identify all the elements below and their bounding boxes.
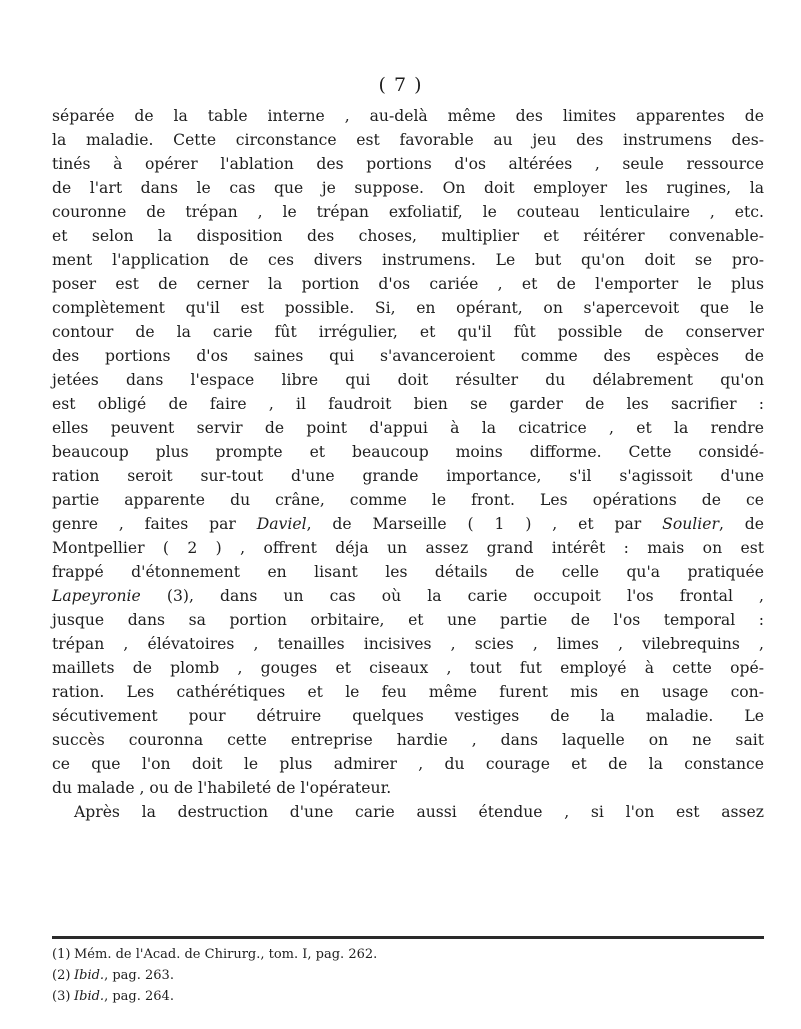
text-line: complètement qu'il est possible. Si, en opérant, on s'apercevoit que le [52,299,764,317]
text-line: ration seroit sur-tout d'une grande importance, s'il s'agissoit d'une [52,467,764,485]
text-fragment: , de Marseille ( 1 ) , et par [306,515,663,533]
footnote-number: (3) [52,989,71,1004]
text-line: elles peuvent servir de point d'appui à la cicatrice , et la rendre [52,419,764,437]
text-line: partie apparente du crâne, comme le front. Les opérations de ce [52,491,764,509]
footnote [52,986,764,1007]
text-line: ment l'application de ces divers instrumens. Le but qu'on doit se pro- [52,251,764,269]
text-line: poser est de cerner la portion d'os cariée , et de l'emporter le plus [52,275,764,293]
text-line: ration. Les cathérétiques et le feu même furent mis en usage con- [52,683,764,701]
footnote [52,965,764,986]
text-line: est obligé de faire , il faudroit bien se garder de les sacrifier : [52,395,764,413]
text-line: jusque dans sa portion orbitaire, et une partie de l'os temporal : [52,611,764,629]
text-line: séparée de la table interne , au-delà même des limites apparentes de [52,107,764,125]
footnote-number: (2) [52,968,71,983]
text-line: trépan , élévatoires , tenailles incisives , scies , limes , vilebrequins , [52,635,764,653]
text-line-with-name [52,584,764,608]
footnote-text: , pag. 264. [104,989,174,1004]
text-line: beaucoup plus prompte et beaucoup moins difforme. Cette considé- [52,443,764,461]
footnote [52,944,764,965]
text-line: maillets de plomb , gouges et ciseaux , tout fut employé à cette opé- [52,659,764,677]
text-line: jetées dans l'espace libre qui doit résulter du délabrement qu'on [52,371,764,389]
footnote-number: (1) [52,947,71,962]
text-line: Montpellier ( 2 ) , offrent déja un assez grand intérêt : mais on est [52,539,764,557]
text-fragment: , de [718,515,764,533]
page-number: ( 7 ) [378,74,423,96]
text-line-with-names [52,512,764,536]
body-text [52,104,764,824]
text-line: Après la destruction d'une carie aussi étendue , si l'on est assez [74,803,764,821]
text-line: sécutivement pour détruire quelques vestiges de la maladie. Le [52,707,764,725]
author-name-soulier: Soulier [662,515,719,533]
text-line: contour de la carie fût irrégulier, et qu'il fût possible de conserver [52,323,764,341]
footnote-ibid: Ibid. [74,989,105,1004]
footnote-ibid: Ibid. [74,968,105,983]
text-line: tinés à opérer l'ablation des portions d'os altérées , seule ressource [52,155,764,173]
footnote-divider [52,936,764,939]
text-line: de l'art dans le cas que je suppose. On doit employer les rugines, la [52,179,764,197]
footnote-text: Mém. de l'Acad. de Chirurg., tom. I, pag. 262. [74,947,378,962]
text-line: des portions d'os saines qui s'avanceroient comme des espèces de [52,347,764,365]
text-line: du malade , ou de l'habileté de l'opérateur. [52,779,392,797]
text-fragment: (3), dans un cas où la carie occupoit l'os frontal , [140,587,764,605]
text-line: succès couronna cette entreprise hardie , dans laquelle on ne sait [52,731,764,749]
text-line: frappé d'étonnement en lisant les détails de celle qu'a pratiquée [52,563,764,581]
text-fragment: genre , faites par [52,515,257,533]
text-line: ce que l'on doit le plus admirer , du courage et de la constance [52,755,764,773]
footnote-text: , pag. 263. [104,968,174,983]
author-name-lapeyronie: Lapeyronie [52,587,141,605]
text-line: couronne de trépan , le trépan exfoliatif, le couteau lenticulaire , etc. [52,203,764,221]
text-line: et selon la disposition des choses, multiplier et réitérer convenable- [52,227,764,245]
author-name-daviel: Daviel [256,515,307,533]
footnotes [52,944,764,1007]
text-line: la maladie. Cette circonstance est favorable au jeu des instrumens des- [52,131,764,149]
